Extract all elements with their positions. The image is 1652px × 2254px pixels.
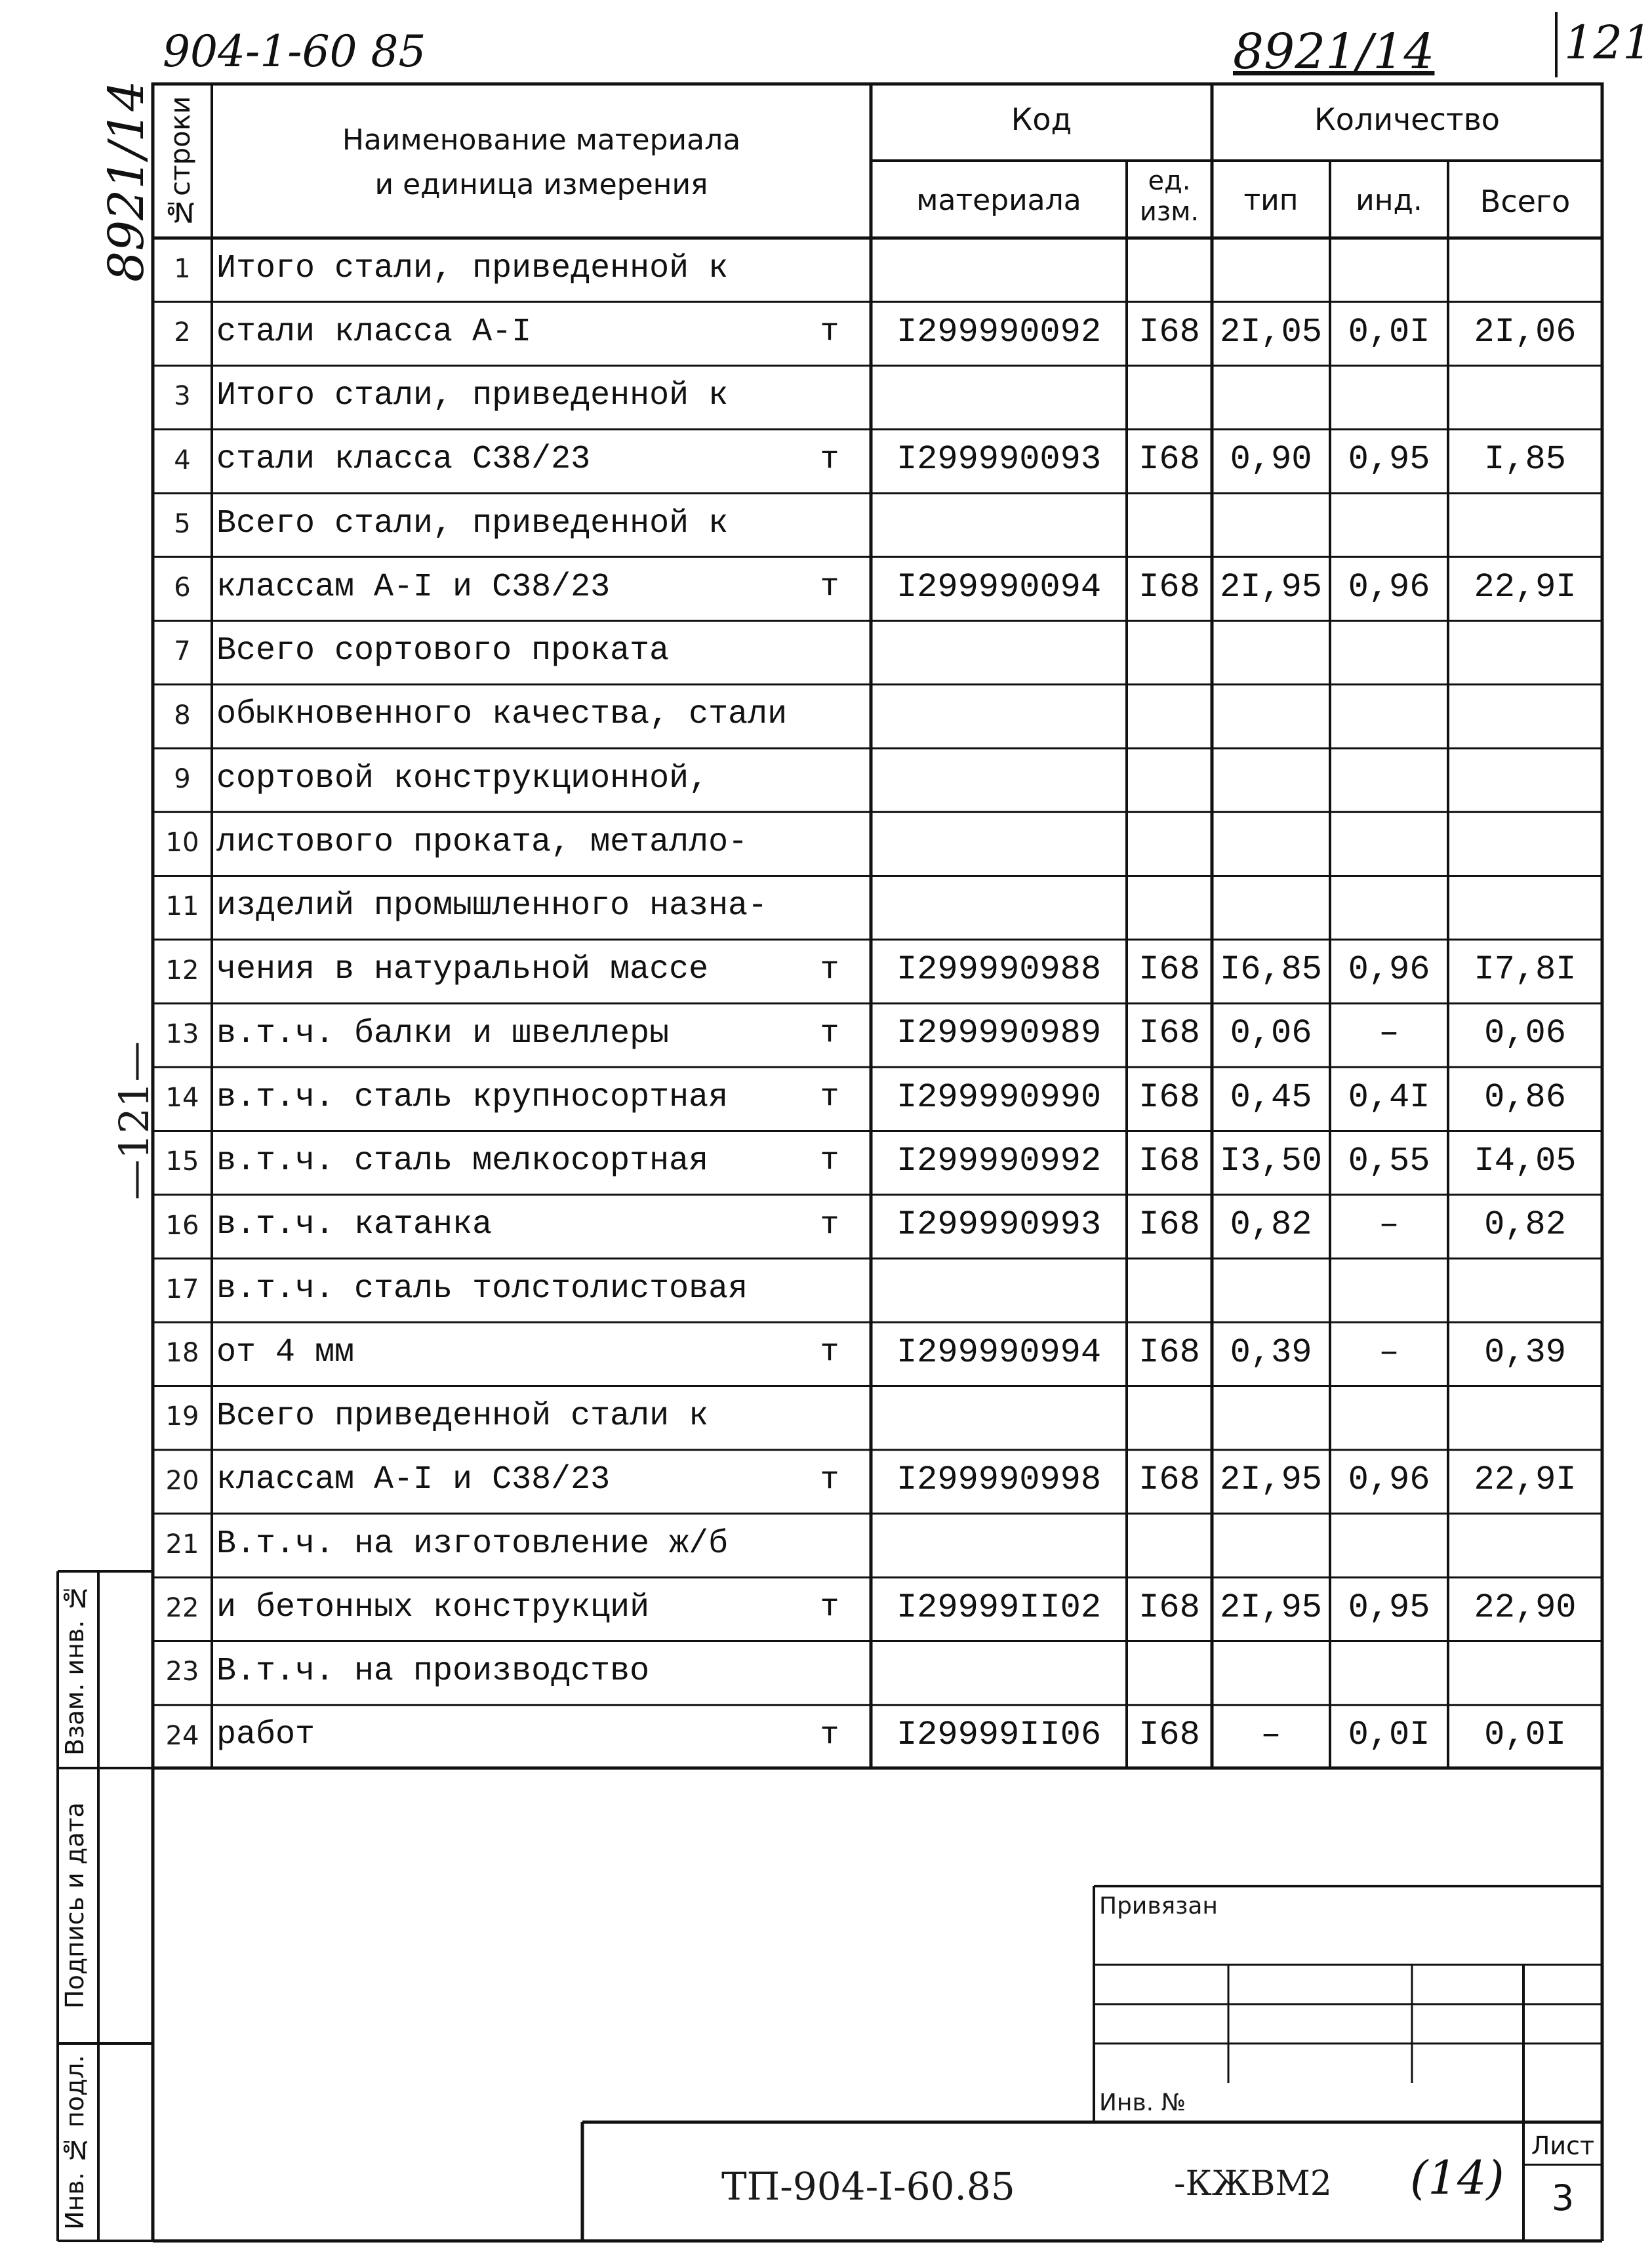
cell-text: чения в натуральной массе [216, 951, 709, 989]
cell-code: I299990992 [896, 1141, 1102, 1180]
cell-n: 16 [165, 1210, 199, 1241]
cell-tip: 0,45 [1230, 1077, 1312, 1117]
cell-ind: 0,96 [1348, 1460, 1430, 1500]
cell-total: I,85 [1484, 440, 1566, 479]
cell-n: 20 [165, 1465, 199, 1496]
cell-text: Итого стали, приведенной к [216, 377, 729, 415]
header-name-2: и единица измерения [374, 168, 708, 201]
cell-tip: 0,06 [1230, 1014, 1312, 1053]
cell-n: 6 [174, 573, 191, 603]
cell-n: 21 [165, 1529, 199, 1560]
cell-tip: 0,82 [1230, 1205, 1312, 1245]
cell-tip: 2I,05 [1219, 312, 1323, 352]
cell-unit: т [820, 1590, 839, 1626]
cell-text: от 4 мм [216, 1333, 355, 1371]
cell-n: 10 [165, 828, 199, 858]
stamp-vzam: Взам. инв. № [60, 1583, 89, 1756]
stamp-inv-podl: Инв. № подл. [60, 2055, 89, 2230]
cell-text: Всего стали, приведенной к [216, 504, 729, 542]
cell-text: сортовой конструкционной, [216, 759, 709, 797]
cell-code: I299990994 [896, 1333, 1102, 1372]
cell-total: 2I,06 [1474, 312, 1577, 352]
cell-total: 22,9I [1474, 567, 1577, 607]
cell-uom: I68 [1138, 1460, 1200, 1500]
top-right-code: 8921/14 [1233, 24, 1435, 80]
header-material: материала [916, 184, 1081, 217]
cell-tip: 2I,95 [1219, 1460, 1323, 1500]
cell-ind: 0,0I [1348, 312, 1430, 352]
stamp-privyazan: Привязан [1099, 1893, 1218, 1920]
cell-ind: 0,0I [1348, 1716, 1430, 1755]
left-margin-code: 8921/14 [98, 80, 155, 282]
stamp-inv-no: Инв. № [1099, 2089, 1186, 2116]
cell-code: I299990990 [896, 1077, 1102, 1117]
cell-uom: I68 [1138, 1141, 1200, 1180]
cell-tip: I3,50 [1219, 1141, 1323, 1180]
cell-uom: I68 [1138, 1588, 1200, 1627]
cell-n: 2 [174, 317, 191, 348]
header-quantity: Количество [1314, 102, 1500, 137]
cell-code: I299990993 [896, 1205, 1102, 1245]
cell-uom: I68 [1138, 1077, 1200, 1117]
page-number: 121 [1564, 16, 1652, 70]
cell-n: 3 [174, 381, 191, 412]
cell-code: I299990988 [896, 950, 1102, 990]
cell-n: 23 [165, 1657, 199, 1687]
cell-total: 22,90 [1474, 1588, 1577, 1627]
header-total: Всего [1480, 184, 1571, 219]
cell-ind: – [1379, 1014, 1400, 1053]
left-margin-page: —121— [110, 1041, 158, 1200]
cell-unit: т [820, 569, 839, 605]
cell-text: обыкновенного качества, стали [216, 696, 788, 734]
cell-unit: т [820, 952, 839, 988]
cell-code: I299990094 [896, 567, 1102, 607]
header-name-1: Наименование материала [342, 123, 741, 157]
cell-n: 12 [165, 955, 199, 986]
cell-ind: 0,95 [1348, 440, 1430, 479]
cell-n: 14 [165, 1083, 199, 1114]
top-left-code: 904-1-60 85 [163, 26, 426, 77]
cell-n: 19 [165, 1401, 199, 1432]
cell-text: в.т.ч. балки и швеллеры [216, 1015, 670, 1053]
cell-unit: т [820, 314, 839, 350]
stamp-doc-suffix: -КЖВМ2 [1174, 2164, 1332, 2204]
header-ind: инд. [1356, 184, 1422, 217]
cell-uom: I68 [1138, 1716, 1200, 1755]
cell-uom: I68 [1138, 312, 1200, 352]
cell-total: 0,0I [1484, 1716, 1566, 1755]
cell-tip: 2I,95 [1219, 567, 1323, 607]
cell-total: 22,9I [1474, 1460, 1577, 1500]
cell-total: 0,82 [1484, 1205, 1566, 1245]
cell-uom: I68 [1138, 1014, 1200, 1053]
cell-text: в.т.ч. сталь мелкосортная [216, 1142, 709, 1180]
cell-n: 11 [165, 891, 199, 922]
cell-text: Всего сортового проката [216, 632, 670, 670]
cell-n: 15 [165, 1146, 199, 1177]
cell-text: В.т.ч. на изготовление ж/б [216, 1525, 729, 1563]
cell-ind: 0,96 [1348, 567, 1430, 607]
stamp-podpis: Подпись и дата [60, 1802, 89, 2009]
cell-text: в.т.ч. сталь крупносортная [216, 1078, 729, 1116]
cell-tip: – [1260, 1716, 1281, 1755]
cell-uom: I68 [1138, 1333, 1200, 1372]
cell-n: 9 [174, 763, 191, 794]
cell-uom: I68 [1138, 567, 1200, 607]
cell-unit: т [820, 1143, 839, 1179]
cell-unit: т [820, 441, 839, 477]
header-row-no: №строки [164, 96, 196, 229]
cell-n: 7 [174, 636, 191, 667]
cell-text: классам A-I и С38/23 [216, 568, 611, 606]
header-unit-2: изм. [1139, 197, 1199, 227]
stamp-list-label: Лист [1531, 2131, 1595, 2160]
cell-total: 0,06 [1484, 1014, 1566, 1053]
cell-total: I7,8I [1474, 950, 1577, 990]
cell-n: 4 [174, 445, 191, 475]
cell-unit: т [820, 1462, 839, 1498]
cell-n: 13 [165, 1018, 199, 1049]
cell-unit: т [820, 1079, 839, 1116]
cell-n: 18 [165, 1338, 199, 1369]
cell-text: Итого стали, приведенной к [216, 249, 729, 287]
cell-tip: I6,85 [1219, 950, 1323, 990]
header-tip: тип [1243, 184, 1299, 217]
cell-ind: 0,96 [1348, 950, 1430, 990]
cell-text: стали класса A-I [216, 313, 532, 351]
cell-uom: I68 [1138, 1205, 1200, 1245]
cell-text: стали класса С38/23 [216, 441, 591, 479]
cell-text: Всего приведенной стали к [216, 1398, 709, 1436]
cell-total: I4,05 [1474, 1141, 1577, 1180]
cell-text: В.т.ч. на производство [216, 1653, 650, 1691]
cell-n: 24 [165, 1720, 199, 1751]
cell-n: 1 [174, 253, 191, 284]
cell-text: классам A-I и С38/23 [216, 1461, 611, 1499]
cell-n: 17 [165, 1274, 199, 1304]
cell-unit: т [820, 1717, 839, 1753]
stamp-list-value: 3 [1551, 2177, 1575, 2219]
cell-ind: 0,4I [1348, 1077, 1430, 1117]
cell-code: I29999II06 [896, 1716, 1102, 1755]
header-code: Код [1011, 102, 1072, 137]
cell-unit: т [820, 1015, 839, 1051]
cell-code: I299990093 [896, 440, 1102, 479]
cell-total: 0,39 [1484, 1333, 1566, 1372]
cell-n: 22 [165, 1593, 199, 1624]
cell-text: работ [216, 1716, 315, 1754]
cell-total: 0,86 [1484, 1077, 1566, 1117]
cell-ind: 0,55 [1348, 1141, 1430, 1180]
cell-unit: т [820, 1207, 839, 1243]
stamp-sheet-mark: (14) [1410, 2151, 1504, 2205]
cell-tip: 0,90 [1230, 440, 1312, 479]
cell-n: 8 [174, 700, 191, 731]
cell-text: листового проката, металло- [216, 823, 748, 861]
cell-ind: – [1379, 1205, 1400, 1245]
cell-ind: 0,95 [1348, 1588, 1430, 1627]
cell-text: изделий промышленного назна- [216, 887, 768, 925]
cell-code: I299990998 [896, 1460, 1102, 1500]
cell-code: I299990092 [896, 312, 1102, 352]
header-unit-1: ед. [1148, 166, 1191, 196]
cell-code: I29999II02 [896, 1588, 1102, 1627]
cell-uom: I68 [1138, 440, 1200, 479]
cell-n: 5 [174, 508, 191, 539]
cell-ind: – [1379, 1333, 1400, 1372]
cell-text: и бетонных конструкций [216, 1588, 650, 1626]
cell-tip: 0,39 [1230, 1333, 1312, 1372]
cell-tip: 2I,95 [1219, 1588, 1323, 1627]
stamp-doc-code: ТП-904-I-60.85 [721, 2164, 1015, 2209]
cell-unit: т [820, 1335, 839, 1371]
cell-code: I299990989 [896, 1014, 1102, 1053]
cell-text: в.т.ч. сталь толстолистовая [216, 1270, 748, 1308]
cell-text: в.т.ч. катанка [216, 1206, 493, 1244]
cell-uom: I68 [1138, 950, 1200, 990]
